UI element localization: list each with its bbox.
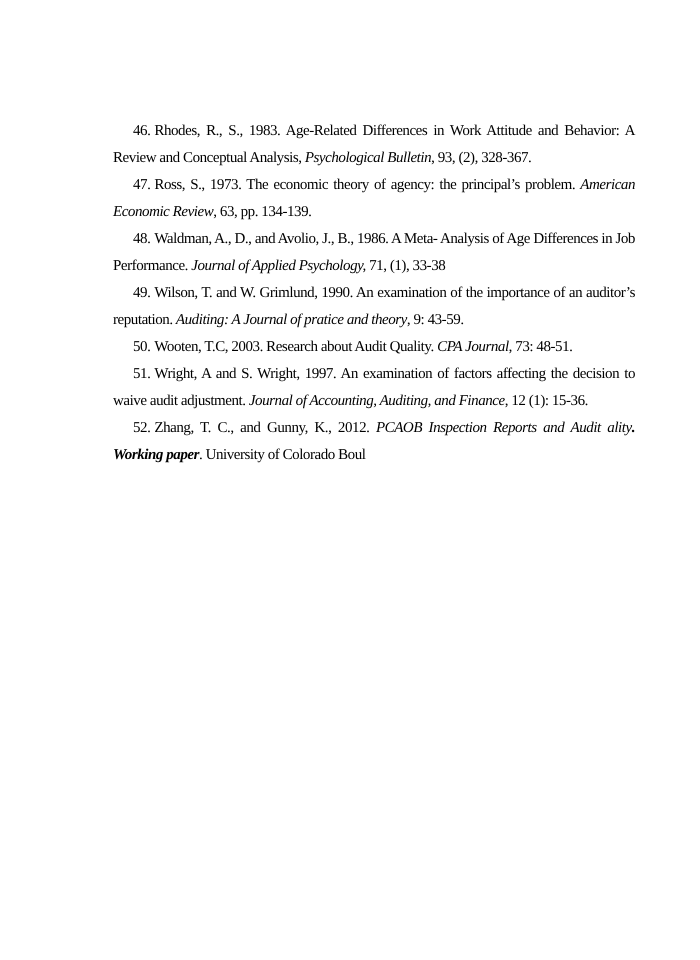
reference-details: . University of Colorado Boul — [198, 447, 366, 463]
reference-title: A Meta- Analysis of Age Differences in Job Performance. — [113, 231, 635, 274]
reference-details: 71, (1), 33-38 — [365, 258, 446, 274]
reference-authors: Wilson, T. and W. Grimlund, 1990. — [154, 285, 356, 301]
reference-journal: PCAOB Inspection Reports and Audit ality — [375, 420, 632, 436]
reference-journal: Journal of Accounting, Auditing, and Finance — [248, 393, 505, 409]
reference-authors: Waldman, A., D., and Avolio, J., B., 1986. — [154, 231, 391, 247]
reference-list — [113, 118, 635, 469]
reference-number: 47. — [133, 177, 151, 193]
reference-details: , 9: 43-59. — [406, 312, 464, 328]
reference-title: An examination of factors affecting the decision to waive audit adjustment. — [113, 366, 635, 409]
reference-title: Age-Related Differences in Work Attitude and Behavior: A Review and Conceptual Analysis, — [113, 123, 636, 166]
reference-authors: Wooten, T.C, 2003. — [154, 339, 267, 355]
reference-authors: Wright, A and S. Wright, 1997. — [154, 366, 341, 382]
reference-number: 50. — [133, 339, 151, 355]
reference-item-51 — [113, 361, 635, 415]
reference-details: , 12 (1): 15-36. — [504, 393, 588, 409]
reference-number: 49. — [133, 285, 151, 301]
reference-item-48 — [113, 226, 635, 280]
reference-journal: Auditing: A Journal of pratice and theory — [175, 312, 407, 328]
reference-authors: Rhodes, R., S., 1983. — [154, 123, 286, 139]
reference-item-52 — [113, 415, 635, 469]
reference-number: 48. — [133, 231, 151, 247]
reference-number: 52. — [133, 420, 151, 436]
reference-authors: Zhang, T. C., and Gunny, K., 2012. — [154, 420, 376, 436]
reference-item-49 — [113, 280, 635, 334]
reference-title: An examination of the importance of an auditor’s reputation. — [113, 285, 635, 328]
reference-item-46 — [113, 118, 635, 172]
reference-title: The economic theory of agency: the principal’s problem. — [246, 177, 581, 193]
reference-number: 46. — [133, 123, 151, 139]
reference-journal: CPA Journal — [437, 339, 509, 355]
reference-details: , 73: 48-51. — [508, 339, 573, 355]
reference-journal: Psychological Bulletin — [304, 150, 432, 166]
reference-item-50 — [113, 334, 635, 361]
reference-details: , 93, (2), 328-367. — [431, 150, 532, 166]
reference-details: , 63, pp. 134-139. — [213, 204, 312, 220]
reference-journal: Journal of Applied Psychology, — [191, 258, 366, 274]
reference-title: Research about Audit Quality. — [266, 339, 438, 355]
reference-journal: American Economic Review — [113, 177, 635, 220]
reference-item-47 — [113, 172, 635, 226]
reference-working-paper: . Working paper — [113, 420, 636, 463]
reference-number: 51. — [133, 366, 151, 382]
reference-authors: Ross, S., 1973. — [154, 177, 247, 193]
